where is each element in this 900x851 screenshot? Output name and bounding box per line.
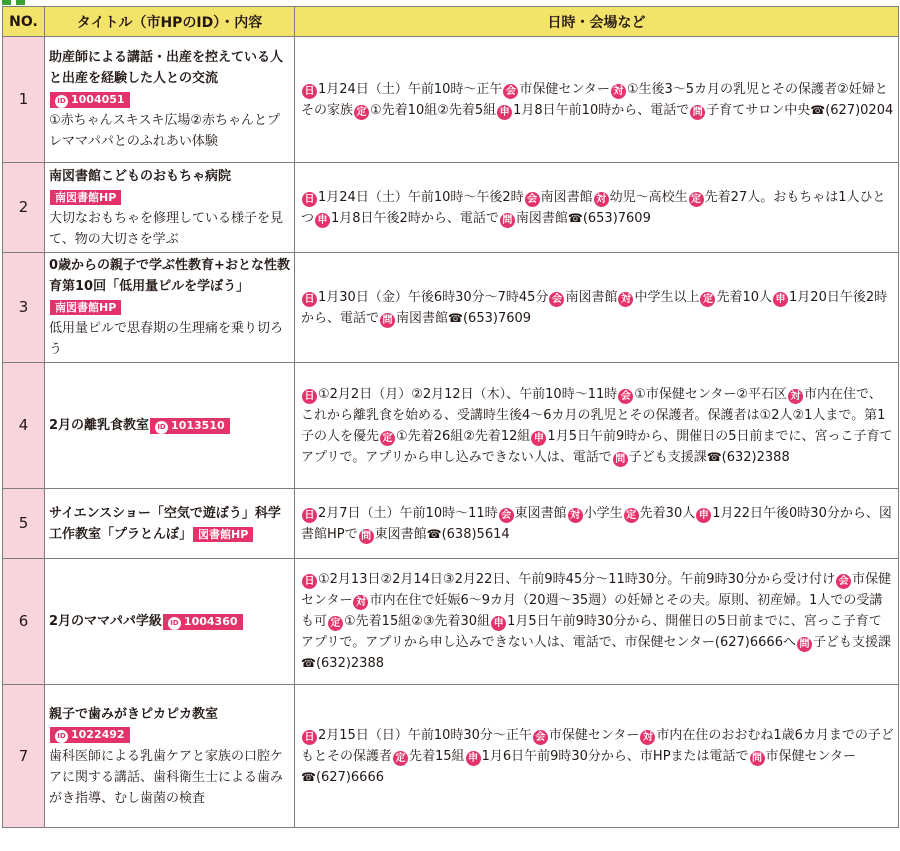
header-title: タイトル（市HPのID）・内容 — [45, 7, 295, 37]
venue-text: 市保健センター — [301, 572, 892, 608]
target-icon: 対 — [640, 730, 655, 745]
badge-label: 南図書館HP — [55, 301, 117, 314]
badge-label: 1004360 — [183, 614, 238, 628]
table-row — [3, 37, 899, 163]
phone-number[interactable]: (653)7609 — [582, 210, 651, 226]
badge-label: 南図書館HP — [55, 190, 117, 204]
detail-cell — [295, 37, 899, 163]
apply-icon: 申 — [466, 751, 481, 766]
title-cell — [45, 685, 295, 828]
detail-cell — [295, 685, 899, 828]
phone-number[interactable]: (627)6666 — [315, 769, 384, 785]
date-icon: 日 — [302, 292, 317, 307]
detail-cell — [295, 163, 899, 253]
apply-icon: 申 — [696, 508, 711, 523]
date-icon: 日 — [302, 192, 317, 207]
apply-text: 1月5日午前9時から、開催日の5日前までに、宮っこ子育てアプリで。アプリから申し込みできない人は、電話で — [301, 428, 893, 465]
date-text: 1月24日（土）午前10時～正午 — [318, 81, 503, 97]
target-icon: 対 — [594, 192, 609, 207]
target-text: 小学生 — [583, 505, 623, 521]
header-no: NO. — [3, 7, 45, 37]
capacity-icon: 定 — [393, 751, 408, 766]
apply-icon: 申 — [497, 105, 512, 120]
target-text: 市内在住で妊娠6～9カ月（20週～35週）の妊婦とその夫。原則、初産婦。1人での受講も可 — [301, 593, 883, 629]
date-icon: 日 — [302, 84, 317, 99]
corner-green-block — [2, 0, 11, 5]
badge-label: 図書館HP — [198, 527, 249, 541]
apply-text: 1月8日午前10時から、電話で — [513, 102, 690, 118]
id-link-badge[interactable] — [50, 92, 130, 108]
detail-cell — [295, 363, 899, 489]
id-icon: ID — [155, 421, 168, 434]
inquiry-text: 子ども支援課 — [628, 449, 707, 465]
title-cell — [45, 559, 295, 685]
venue-icon: 会 — [549, 292, 564, 307]
venue-text: ①市保健センター②平石区 — [634, 386, 788, 402]
capacity-icon: 定 — [624, 508, 639, 523]
capacity-icon: 定 — [354, 105, 369, 120]
inquiry-text: 南図書館 — [396, 310, 449, 326]
date-text: ①2月2日（月）②2月12日（木）、午前10時～11時 — [318, 386, 618, 402]
capacity-icon: 定 — [700, 292, 715, 307]
capacity-icon: 定 — [689, 192, 704, 207]
phone-number[interactable]: (638)5614 — [441, 526, 510, 542]
inquiry-text: 東図書館 — [374, 526, 427, 542]
venue-text: 東図書館 — [514, 505, 567, 521]
title-cell — [45, 489, 295, 559]
title-cell — [45, 253, 295, 363]
id-link-badge[interactable] — [50, 727, 130, 743]
inquiry-text: 子ども支援課 — [812, 635, 891, 650]
apply-text: 1月22日午後0時30分から、図書館HPで — [301, 505, 892, 542]
apply-icon: 申 — [491, 616, 506, 631]
date-text: 1月24日（土）午前10時～午後2時 — [318, 189, 524, 205]
event-title: 助産師による講話・出産を控えている人と出産を経験した人との交流 — [49, 50, 284, 86]
inquiry-icon: 問 — [750, 751, 765, 766]
venue-text: 市保健センター — [519, 81, 610, 97]
target-icon: 対 — [353, 595, 368, 610]
badge-label: 1022492 — [71, 728, 125, 741]
apply-icon: 申 — [315, 213, 330, 228]
event-title: 南図書館こどものおもちゃ病院 — [49, 168, 232, 184]
apply-text: 1月20日午後2時から、電話で — [301, 289, 888, 326]
venue-text: 南図書館 — [565, 289, 618, 305]
phone-number[interactable]: (627)0204 — [825, 102, 894, 118]
phone-icon: ☎ — [301, 769, 316, 784]
target-text: ①生後3～5カ月の乳児とその保護者②妊婦とその家族 — [301, 81, 888, 118]
event-description: 大切なおもちゃを修理している様子を見て、物の大切さを学ぶ — [49, 210, 284, 247]
row-number: 2 — [3, 163, 45, 253]
capacity-text: 先着15組 — [409, 748, 465, 764]
id-icon: ID — [168, 617, 181, 630]
target-icon: 対 — [788, 389, 803, 404]
capacity-text: ①先着26組②先着12組 — [396, 428, 531, 444]
inquiry-icon: 問 — [380, 313, 395, 328]
row-number: 1 — [3, 37, 45, 163]
table-header-row — [3, 7, 899, 37]
date-text: ①2月13日②2月14日③2月22日、午前9時45分～11時30分。午前9時30分から受け付け — [318, 572, 836, 587]
event-title: 2月のママパパ学級 — [49, 614, 162, 629]
phone-icon: ☎ — [426, 526, 442, 541]
apply-text: 1月6日午前9時30分から、市HPまたは電話で — [481, 748, 749, 764]
badge-label: 1013510 — [171, 418, 225, 432]
detail-cell — [295, 559, 899, 685]
phone-icon: ☎ — [448, 310, 463, 325]
venue-icon: 会 — [503, 84, 518, 99]
event-title: 0歳からの親子で学ぶ性教育+おとな性教育第10回「低用量ピルを学ぼう」 — [49, 258, 290, 294]
phone-number[interactable]: (653)7609 — [462, 310, 532, 326]
capacity-text: 先着10人 — [716, 289, 773, 305]
venue-icon: 会 — [618, 389, 633, 404]
date-text: 1月30日（金）午後6時30分～7時45分 — [318, 289, 549, 305]
event-title: 2月の離乳食教室 — [49, 418, 150, 433]
phone-icon: ☎ — [706, 449, 722, 464]
event-description: 低用量ピルで思春期の生理痛を乗り切ろう — [49, 321, 284, 357]
apply-text: 1月8日午後2時から、電話で — [331, 210, 499, 226]
inquiry-icon: 問 — [500, 213, 515, 228]
row-number: 6 — [3, 559, 45, 685]
phone-number[interactable]: (632)2388 — [721, 449, 790, 465]
row-number: 4 — [3, 363, 45, 489]
id-icon: ID — [55, 95, 68, 108]
venue-icon: 会 — [533, 730, 548, 745]
table-row — [3, 559, 899, 685]
corner-green-block — [16, 0, 25, 5]
table-row — [3, 363, 899, 489]
id-link-badge[interactable] — [50, 190, 121, 205]
id-link-badge[interactable] — [150, 418, 230, 434]
event-table — [2, 6, 899, 828]
event-title: サイエンスショー「空気で遊ぼう」科学工作教室「プラとんぼ」 — [49, 505, 281, 542]
capacity-icon: 定 — [380, 431, 395, 446]
detail-cell — [295, 253, 899, 363]
phone-icon: ☎ — [810, 102, 826, 117]
capacity-icon: 定 — [328, 616, 343, 631]
inquiry-icon: 問 — [359, 529, 374, 544]
venue-icon: 会 — [525, 192, 540, 207]
id-link-badge[interactable] — [50, 300, 121, 315]
venue-icon: 会 — [499, 508, 514, 523]
title-cell — [45, 163, 295, 253]
target-text: 市内在住で、これから離乳食を始める、受講時生後4～6カ月の乳児とその保護者。保護者は①2人②1人まで。第1子の人を優先 — [301, 386, 886, 444]
id-link-badge[interactable] — [163, 614, 243, 630]
date-icon: 日 — [302, 389, 317, 404]
target-icon: 対 — [568, 508, 583, 523]
phone-icon: ☎ — [301, 656, 316, 670]
apply-icon: 申 — [531, 431, 546, 446]
event-title: 親子で歯みがきピカピカ教室 — [49, 706, 219, 722]
target-text: 幼児～高校生 — [609, 189, 688, 205]
apply-icon: 申 — [773, 292, 788, 307]
row-number: 5 — [3, 489, 45, 559]
capacity-text: 先着27人。おもちゃは1人ひとつ — [301, 189, 886, 226]
row-number: 7 — [3, 685, 45, 828]
target-text: 中学生以上 — [634, 289, 700, 305]
inquiry-text: 南図書館 — [515, 210, 568, 226]
badge-label: 1004051 — [71, 92, 125, 106]
row-number: 3 — [3, 253, 45, 363]
date-icon: 日 — [302, 730, 317, 745]
event-description: 歯科医師による乳歯ケアと家族の口腔ケアに関する講話、歯科衛生士による歯みがき指導、むし歯菌の検査 — [49, 748, 284, 806]
table-row — [3, 489, 899, 559]
venue-text: 市保健センター — [548, 727, 640, 743]
inquiry-icon: 問 — [613, 452, 628, 467]
id-link-badge[interactable] — [193, 527, 253, 542]
date-text: 2月7日（土）午前10時～11時 — [318, 505, 498, 521]
date-text: 2月15日（日）午前10時30分～正午 — [318, 727, 532, 743]
phone-icon: ☎ — [567, 210, 583, 225]
target-icon: 対 — [611, 84, 626, 99]
detail-cell — [295, 489, 899, 559]
title-cell — [45, 37, 295, 163]
inquiry-text: 市保健センター — [765, 748, 857, 764]
table-row — [3, 253, 899, 363]
table-row — [3, 163, 899, 253]
title-cell — [45, 363, 295, 489]
inquiry-icon: 問 — [690, 105, 705, 120]
apply-text: 1月5日午前9時30分から、開催日の5日前までに、宮っこ子育てアプリで。アプリから申し込みできない人は、電話で、市保健センター(627)6666へ — [301, 614, 882, 650]
capacity-text: ①先着15組②③先着30組 — [344, 614, 491, 629]
event-description: ①赤ちゃんスキスキ広場②赤ちゃんとプレママパパとのふれあい体験 — [49, 113, 281, 149]
capacity-text: 先着30人 — [639, 505, 696, 521]
target-text: 市内在住のおおむね1歳6カ月までの子どもとその保護者 — [301, 727, 894, 764]
table-row — [3, 685, 899, 828]
header-detail: 日時・会場など — [295, 7, 899, 37]
phone-number[interactable]: (632)2388 — [315, 656, 384, 671]
id-icon: ID — [55, 730, 68, 743]
capacity-text: ①先着10組②先着5組 — [370, 102, 497, 118]
inquiry-text: 子育てサロン中央 — [706, 102, 811, 118]
date-icon: 日 — [302, 508, 317, 523]
target-icon: 対 — [618, 292, 633, 307]
inquiry-icon: 問 — [797, 637, 812, 652]
venue-text: 南図書館 — [540, 189, 593, 205]
date-icon: 日 — [302, 574, 317, 589]
venue-icon: 会 — [836, 574, 851, 589]
